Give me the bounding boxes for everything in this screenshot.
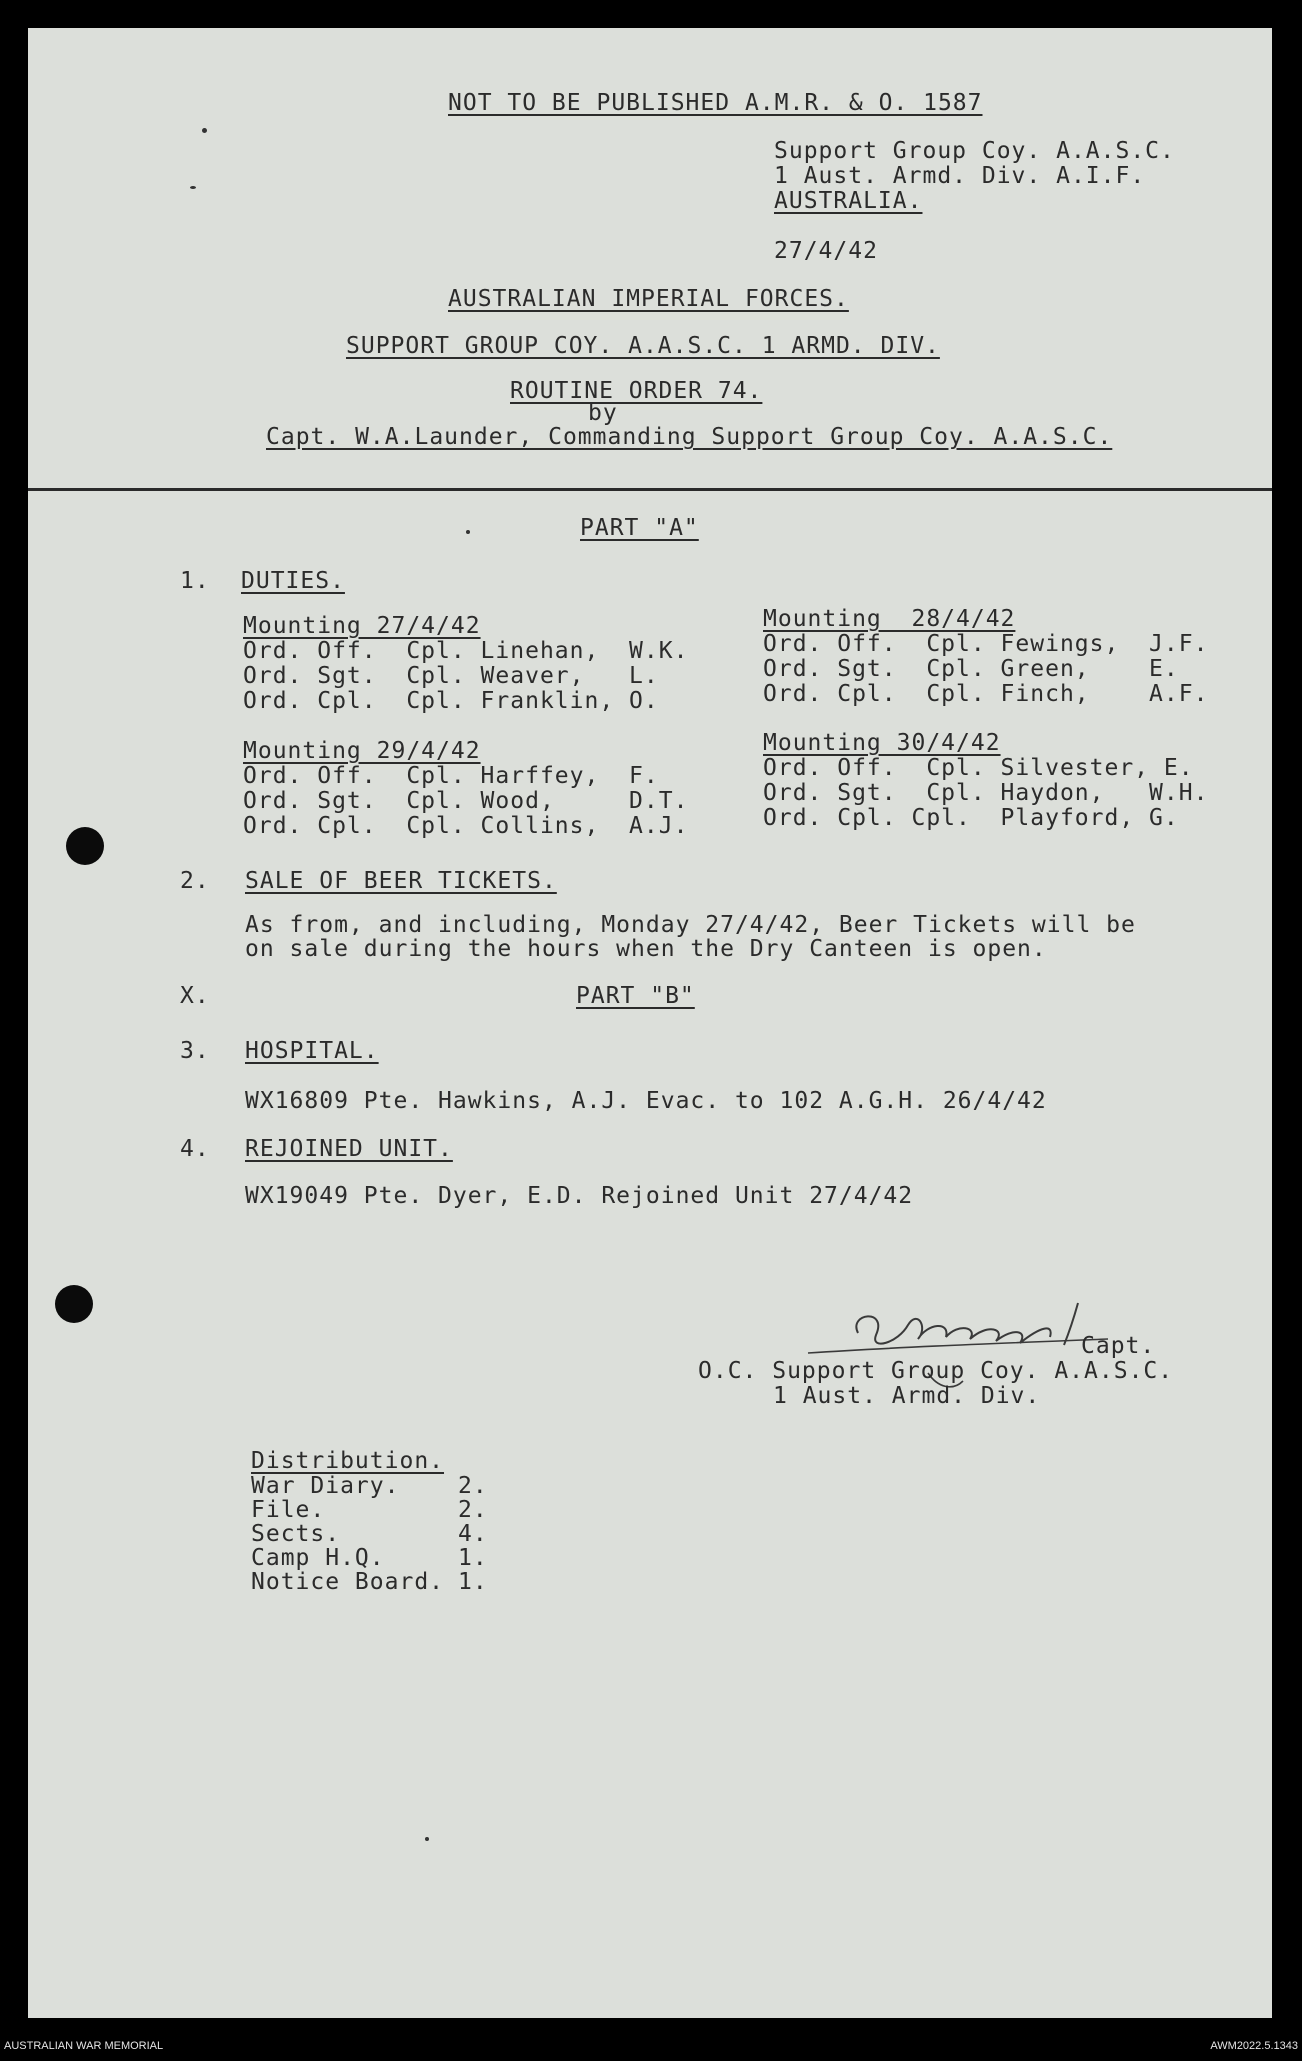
paper-speck [190,186,196,189]
mounting-heading: Mounting 27/4/42 [243,613,481,639]
signature-rank: Capt. [1081,1333,1156,1359]
distribution-count: 2. [458,1473,488,1499]
duty-row: Ord. Off. Cpl. Silvester, E. [763,755,1194,781]
distribution-count: 2. [458,1497,488,1523]
duty-row: Ord. Off. Cpl. Linehan, W.K. [243,638,689,664]
document-page [28,28,1272,2018]
paper-speck [466,530,470,534]
item-title: SALE OF BEER TICKETS. [245,868,557,894]
order-date: 27/4/42 [774,238,878,264]
unit-address-line: 1 Aust. Armd. Div. A.I.F. [774,163,1146,189]
item-text: on sale during the hours when the Dry Canteen is open. [245,936,1047,962]
distribution-count: 1. [458,1545,488,1571]
distribution-name: War Diary. [251,1473,400,1499]
title-line: AUSTRALIAN IMPERIAL FORCES. [448,286,849,312]
distribution-count: 4. [458,1521,488,1547]
unit-address-line: Support Group Coy. A.A.S.C. [774,138,1175,164]
mounting-heading: Mounting 28/4/42 [763,606,1016,632]
item-number: 1. [180,568,210,594]
duty-row: Ord. Sgt. Cpl. Wood, D.T. [243,788,689,814]
title-by: by [588,400,618,426]
signature-block-line: O.C. Support Group Coy. A.A.S.C. [698,1358,1174,1384]
distribution-heading: Distribution. [251,1448,445,1474]
paper-speck [202,128,207,133]
duty-row: Ord. Cpl. Cpl. Finch, A.F. [763,681,1209,707]
item-text: As from, and including, Monday 27/4/42, Beer Tickets will be [245,912,1136,938]
distribution-count: 1. [458,1569,488,1595]
routine-order-number: ROUTINE ORDER 74. [510,378,763,404]
unit-address-line: AUSTRALIA. [774,188,923,214]
duty-row: Ord. Cpl. Cpl. Collins, A.J. [243,813,689,839]
duty-row: Ord. Cpl. Cpl. Playford, G. [763,805,1179,831]
distribution-name: Camp H.Q. [251,1545,385,1571]
part-b-heading: PART "B" [576,983,695,1009]
duty-row: Ord. Off. Cpl. Fewings, J.F. [763,631,1209,657]
item-title: DUTIES. [241,568,345,594]
item-title: REJOINED UNIT. [245,1136,453,1162]
duty-row: Ord. Off. Cpl. Harffey, F. [243,763,659,789]
distribution-name: Sects. [251,1521,341,1547]
item-number: 4. [180,1136,210,1162]
item-text: WX16809 Pte. Hawkins, A.J. Evac. to 102 A.G.H. 26/4/42 [245,1088,1047,1114]
paper-speck [425,1837,429,1841]
item-text: WX19049 Pte. Dyer, E.D. Rejoined Unit 27/4/42 [245,1183,914,1209]
punch-hole [55,1285,93,1323]
commanding-officer-line: Capt. W.A.Launder, Commanding Support Group Coy. A.A.S.C. [266,424,1113,450]
distribution-name: Notice Board. [251,1569,445,1595]
part-a-heading: PART "A" [580,515,699,541]
title-line: SUPPORT GROUP COY. A.A.S.C. 1 ARMD. DIV. [346,333,940,359]
duty-row: Ord. Sgt. Cpl. Weaver, L. [243,663,659,689]
duty-row: Ord. Sgt. Cpl. Haydon, W.H. [763,780,1209,806]
item-number: 3. [180,1038,210,1064]
item-number: 2. [180,868,210,894]
item-title: HOSPITAL. [245,1038,379,1064]
punch-hole [66,827,104,865]
distribution-name: File. [251,1497,326,1523]
horizontal-rule [28,488,1272,491]
mounting-heading: Mounting 29/4/42 [243,738,481,764]
duty-row: Ord. Sgt. Cpl. Green, E. [763,656,1179,682]
footer-reference: AWM2022.5.1343 [1210,2040,1298,2052]
footer-credit: AUSTRALIAN WAR MEMORIAL [4,2040,164,2052]
signature-block-line: 1 Aust. Armd. Div. [773,1383,1041,1409]
duty-row: Ord. Cpl. Cpl. Franklin, O. [243,688,659,714]
mounting-heading: Mounting 30/4/42 [763,730,1001,756]
restriction-notice: NOT TO BE PUBLISHED A.M.R. & O. 1587 [448,90,983,116]
struck-marker: X. [180,983,210,1009]
